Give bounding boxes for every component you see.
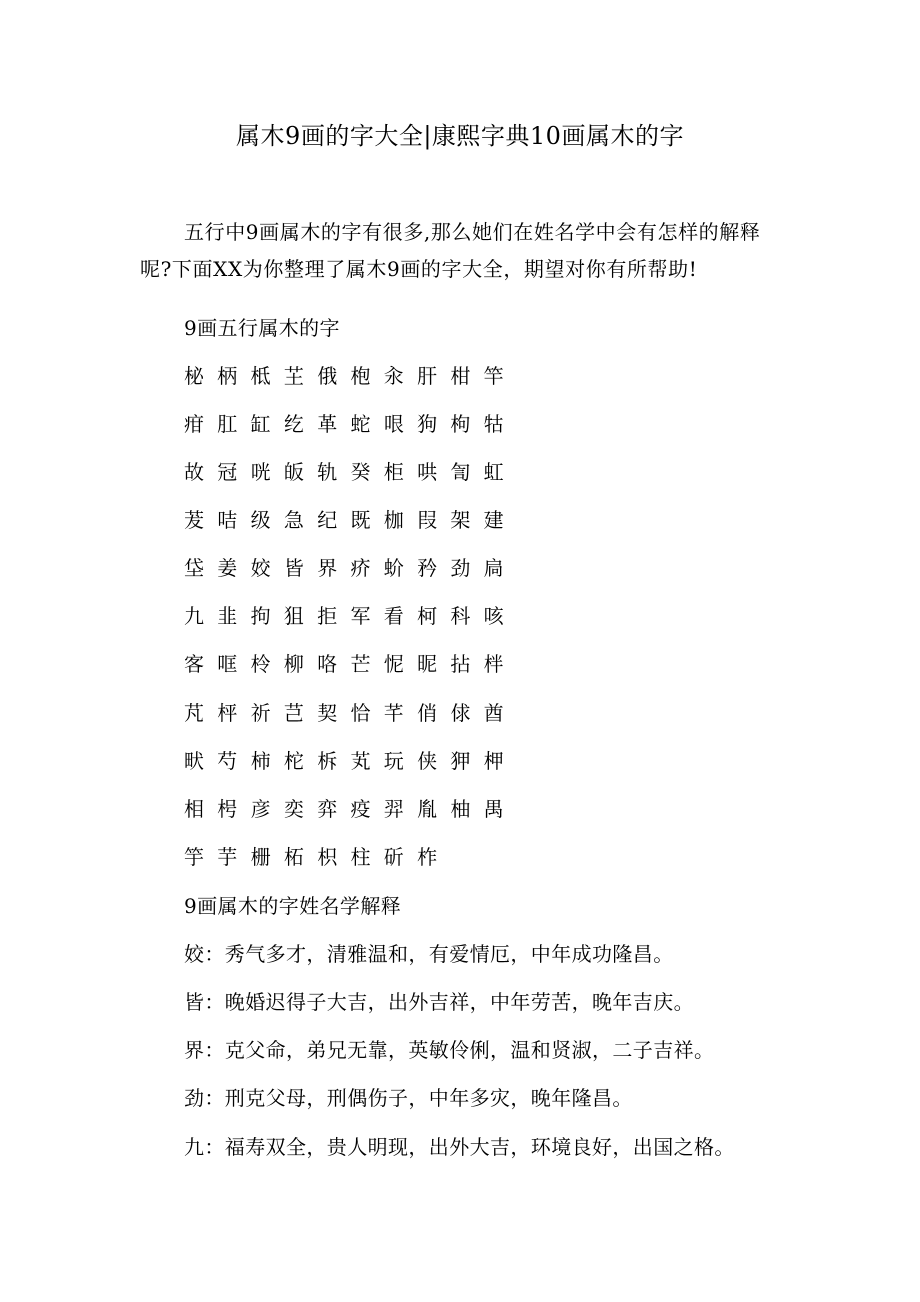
char-item: 枷 (383, 508, 404, 532)
char-item: 相 (184, 797, 204, 821)
char-item: 竽 (184, 845, 204, 869)
char-row (184, 601, 517, 631)
char-item: 疫 (350, 797, 371, 821)
char-item: 俅 (450, 701, 471, 725)
char-item: 柲 (184, 364, 204, 388)
char-item: 九 (184, 604, 204, 628)
char-item: 斫 (383, 845, 404, 869)
char-item: 柝 (317, 749, 338, 773)
char-item: 皆 (283, 556, 304, 580)
char-row (184, 553, 517, 583)
char-item: 柘 (283, 845, 304, 869)
char-item: 芃 (184, 701, 204, 725)
char-item: 蚧 (383, 556, 404, 580)
char-item: 芋 (217, 845, 238, 869)
char-row (184, 361, 517, 391)
char-item: 酋 (483, 701, 504, 725)
char-item: 疥 (350, 556, 371, 580)
char-item: 拒 (317, 604, 338, 628)
char-row (184, 842, 450, 872)
char-item: 柱 (350, 845, 371, 869)
char-item: 军 (350, 604, 371, 628)
char-item: 柈 (483, 652, 504, 676)
char-row (184, 505, 517, 535)
char-item: 故 (184, 460, 204, 484)
char-item: 咳 (483, 604, 504, 628)
char-item: 拘 (250, 604, 271, 628)
char-item: 纪 (317, 508, 338, 532)
char-item: 纥 (283, 412, 304, 436)
char-item: 客 (184, 652, 204, 676)
section-heading-explanations: 9画属木的字姓名学解释 (184, 894, 402, 918)
char-item: 哐 (217, 652, 238, 676)
char-item: 蛇 (350, 412, 371, 436)
char-item: 恰 (350, 701, 371, 725)
char-row (184, 746, 517, 776)
char-item: 冠 (217, 460, 238, 484)
char-item: 玩 (383, 749, 404, 773)
char-item: 柯 (417, 604, 438, 628)
char-item: 柚 (450, 797, 471, 821)
explanation-line: 皆：晚婚迟得子大吉，出外吉祥，中年劳苦，晚年吉庆。 (184, 990, 694, 1014)
char-item: 枳 (317, 845, 338, 869)
char-item: 昵 (417, 652, 438, 676)
char-item: 芍 (217, 749, 238, 773)
char-item: 怩 (383, 652, 404, 676)
char-item: 狗 (417, 412, 438, 436)
char-item: 芊 (383, 701, 404, 725)
char-item: 枵 (217, 797, 238, 821)
char-item: 咣 (250, 460, 271, 484)
char-item: 柄 (217, 364, 238, 388)
char-item: 芄 (350, 749, 371, 773)
char-item: 哏 (383, 412, 404, 436)
char-item: 疳 (184, 412, 204, 436)
char-item: 哄 (417, 460, 438, 484)
char-item: 界 (317, 556, 338, 580)
char-item: 枹 (350, 364, 371, 388)
char-item: 科 (450, 604, 471, 628)
char-item: 轨 (317, 460, 338, 484)
char-item: 訇 (450, 460, 471, 484)
char-item: 虹 (483, 460, 504, 484)
char-item: 柞 (417, 845, 438, 869)
char-row (184, 409, 517, 439)
char-item: 柃 (250, 652, 271, 676)
char-item: 禺 (483, 797, 504, 821)
char-item: 肝 (417, 364, 438, 388)
char-item: 彦 (250, 797, 271, 821)
char-item: 柜 (383, 460, 404, 484)
char-item: 枰 (217, 701, 238, 725)
char-item: 姣 (250, 556, 271, 580)
document-title: 属木9画的字大全|康熙字典10画属木的字 (236, 122, 684, 150)
char-item: 竿 (483, 364, 504, 388)
char-item: 俏 (417, 701, 438, 725)
char-item: 癸 (350, 460, 371, 484)
char-item: 革 (317, 412, 338, 436)
char-item: 契 (317, 701, 338, 725)
char-row (184, 457, 517, 487)
char-item: 缸 (250, 412, 271, 436)
char-item: 羿 (383, 797, 404, 821)
char-item: 垈 (184, 556, 204, 580)
char-item: 既 (350, 508, 371, 532)
char-item: 咭 (217, 508, 238, 532)
char-row (184, 698, 517, 728)
char-item: 矜 (417, 556, 438, 580)
char-item: 级 (250, 508, 271, 532)
char-item: 茇 (184, 508, 204, 532)
char-item: 柁 (283, 749, 304, 773)
char-item: 姜 (217, 556, 238, 580)
char-item: 柙 (483, 749, 504, 773)
explanation-line: 界：克父命，弟兄无靠，英敏伶俐，温和贤淑，二子吉祥。 (184, 1038, 715, 1062)
char-item: 皈 (283, 460, 304, 484)
char-item: 芏 (283, 364, 304, 388)
char-item: 肛 (217, 412, 238, 436)
char-item: 拈 (450, 652, 471, 676)
char-item: 汆 (383, 364, 404, 388)
char-item: 韭 (217, 604, 238, 628)
char-item: 狙 (283, 604, 304, 628)
char-item: 俄 (317, 364, 338, 388)
char-item: 咯 (317, 652, 338, 676)
char-row (184, 794, 517, 824)
explanation-line: 劲：刑克父母，刑偶伤子，中年多灾，晚年隆昌。 (184, 1086, 633, 1110)
char-item: 狎 (450, 749, 471, 773)
section-heading-char-list: 9画五行属木的字 (184, 316, 340, 340)
char-item: 柳 (283, 652, 304, 676)
explanation-line: 九：福寿双全，贵人明现，出外大吉，环境良好，出国之格。 (184, 1135, 735, 1159)
char-item: 芑 (283, 701, 304, 725)
char-item: 侠 (417, 749, 438, 773)
char-item: 看 (383, 604, 404, 628)
char-item: 急 (283, 508, 304, 532)
char-item: 柿 (250, 749, 271, 773)
char-item: 弈 (317, 797, 338, 821)
char-item: 柢 (250, 364, 271, 388)
char-item: 架 (450, 508, 471, 532)
char-item: 扃 (483, 556, 504, 580)
char-item: 枸 (450, 412, 471, 436)
char-row (184, 649, 517, 679)
char-item: 奕 (283, 797, 304, 821)
char-item: 牯 (483, 412, 504, 436)
char-item: 畎 (184, 749, 204, 773)
intro-paragraph: 五行中9画属木的字有很多,那么她们在姓名学中会有怎样的解释呢?下面XX为你整理了属木9画的字大全，期望对你有所帮助! (140, 220, 761, 281)
char-item: 柑 (450, 364, 471, 388)
char-item: 叚 (417, 508, 438, 532)
char-item: 芒 (350, 652, 371, 676)
char-item: 胤 (417, 797, 438, 821)
char-item: 栅 (250, 845, 271, 869)
char-item: 劲 (450, 556, 471, 580)
char-item: 祈 (250, 701, 271, 725)
explanation-line: 姣：秀气多才，清雅温和，有爱情厄，中年成功隆昌。 (184, 942, 674, 966)
char-item: 建 (483, 508, 504, 532)
